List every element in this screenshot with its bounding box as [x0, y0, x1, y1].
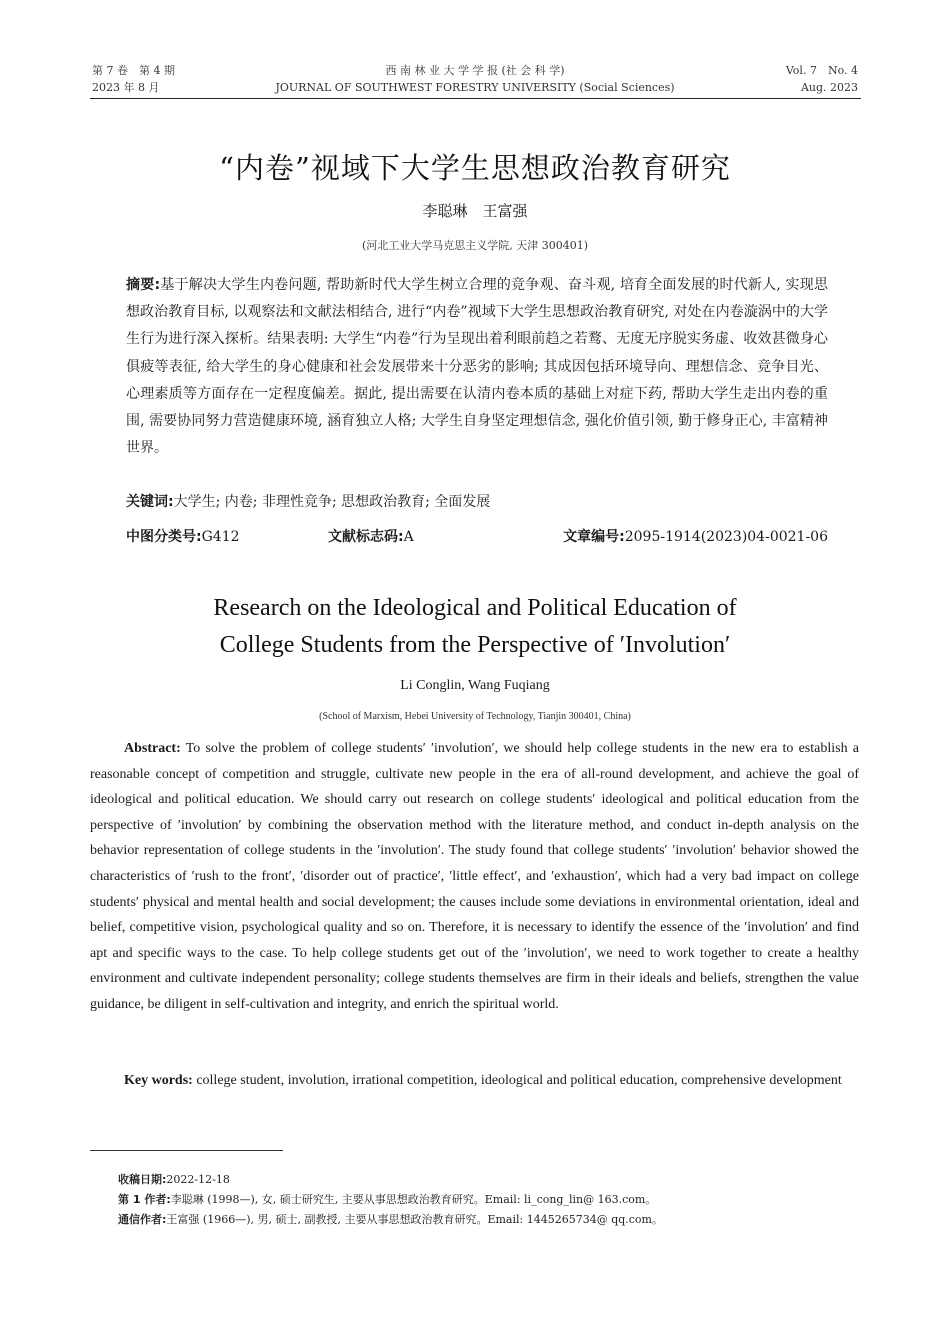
en-title: [0, 590, 950, 664]
header-vol-en: Vol. 7 No. 4: [785, 64, 858, 77]
en-authors: Li Conglin, Wang Fuqiang: [400, 678, 550, 693]
article-number: [563, 526, 828, 548]
cn-affiliation: (河北工业大学马克思主义学院, 天津 300401): [361, 239, 589, 252]
corresponding-label: 通信作者:: [118, 1213, 167, 1226]
en-affiliation: (School of Marxism, Hebei University of Technology, Tianjin 300401, China): [319, 711, 631, 722]
cn-keywords-text: 大学生; 内卷; 非理性竞争; 思想政治教育; 全面发展: [173, 494, 491, 510]
header-volume: 第 7 卷 第 4 期: [92, 64, 175, 77]
doc-code-value: A: [403, 529, 414, 545]
footnote-rule: [90, 1150, 283, 1151]
cn-keywords: [126, 491, 828, 513]
header-divider: [90, 98, 861, 99]
en-abstract-text: To solve the problem of college students′ ′involution′, we should help college students in the new era to establish a reasonable concept of competition and struggle, cultivate new people in the era of all-round development, and achieve the goal of ideological and political education. We should carry out research on college students′ ideological and political education from the perspective of ′involution′ by combining the observation method with the literature method, and conduct in-depth analysis on the behavior representation of college students in the ′involution′. The study found that college students′ ′involution′ behavior showed the characteristics of ′rush to the front′, ′disorder out of practice′, ′little effect′, and ′exhaustion′, which had a very bad impact on college students′ physical and mental health and social development; the causes include some deviations in environmental orientation, ideal and belief, competitive vision, psychological quality and so on. Therefore, it is necessary to identify the essence of the ′involution′ and find apt and specific ways to the case. To help college students get out of the ′involution′, we need to work together to create a healthy environment and cultivate independent personality; college students themselves are firm in their ideals and beliefs, strengthen the value guidance, be diligent in self-cultivation and integrity, and enrich the spiritual world.: [90, 741, 859, 1012]
cn-authors: 李聪琳 王富强: [422, 202, 528, 220]
received-label: 收稿日期:: [118, 1173, 167, 1186]
doc-code-label: 文献标志码:: [328, 529, 404, 545]
cn-keywords-label: 关键词:: [126, 494, 174, 510]
en-title-line1: Research on the Ideological and Political Education of: [213, 595, 737, 621]
en-title-line2: College Students from the Perspective of ′Involution′: [219, 632, 731, 658]
corresponding-text: 王富强 (1966—), 男, 硕士, 副教授, 主要从事思想政治教育研究。Email: 1445265734@ qq.com。: [166, 1213, 663, 1226]
cn-abstract-label: 摘要:: [126, 277, 161, 293]
en-abstract-label: Abstract:: [124, 741, 181, 756]
received-date: 2022-12-18: [166, 1173, 230, 1186]
doc-code: [328, 526, 414, 548]
en-keywords: [90, 1068, 859, 1094]
article-number-value: 2095-1914(2023)04-0021-06: [624, 529, 828, 545]
header-vol-no-en: [786, 62, 858, 96]
header-journal-cn: 西 南 林 业 大 学 学 报 (社 会 科 学): [385, 64, 565, 77]
header-journal-en: JOURNAL OF SOUTHWEST FORESTRY UNIVERSITY (Social Sciences): [275, 81, 675, 94]
en-keywords-text: college student, involution, irrational competition, ideological and political education, comprehensive development: [196, 1073, 842, 1088]
footnote-first-author: [118, 1191, 656, 1209]
header-date: 2023 年 8 月: [92, 81, 160, 94]
first-author-text: 李聪琳 (1998—), 女, 硕士研究生, 主要从事思想政治教育研究。Email: li_cong_lin@ 163.com。: [170, 1193, 657, 1206]
cn-abstract: [126, 272, 828, 462]
first-author-label: 第 1 作者:: [118, 1193, 171, 1206]
clc-number: [126, 526, 240, 548]
en-abstract: [90, 736, 859, 1018]
en-keywords-label: Key words:: [124, 1073, 193, 1088]
clc-label: 中图分类号:: [126, 529, 202, 545]
clc-value: G412: [201, 529, 240, 545]
footnote-received: [118, 1171, 230, 1189]
cn-title: “内卷”视域下大学生思想政治教育研究: [219, 151, 731, 185]
footnote-corresponding-author: [118, 1211, 663, 1229]
header-date-en: Aug. 2023: [800, 81, 858, 94]
article-number-label: 文章编号:: [563, 529, 625, 545]
cn-abstract-text: 基于解决大学生内卷问题, 帮助新时代大学生树立合理的竞争观、奋斗观, 培育全面发展的时代新人, 实现思想政治教育目标, 以观察法和文献法相结合, 进行“内卷”视域下大学生思想政治教育研究, 对处在内卷漩涡中的大学生行为进行深入探析。结果表明: 大学生“内卷”行为呈现出着利眼前趋之若鹜、无度无序脱实务虚、收效甚微身心俱疲等表征, 给大学生的身心健康和社会发展带来十分恶劣的影响; 其成因包括环境导向、理想信念、竞争目光、心理素质等方面存在一定程度偏差。据此, 提出需要在认清内卷本质的基础上对症下药, 帮助大学生走出内卷的重围, 需要协同努力营造健康环境, 涵育独立人格; 大学生自身坚定理想信念, 强化价值引领, 勤于修身正心, 丰富精神世界。: [126, 277, 828, 457]
